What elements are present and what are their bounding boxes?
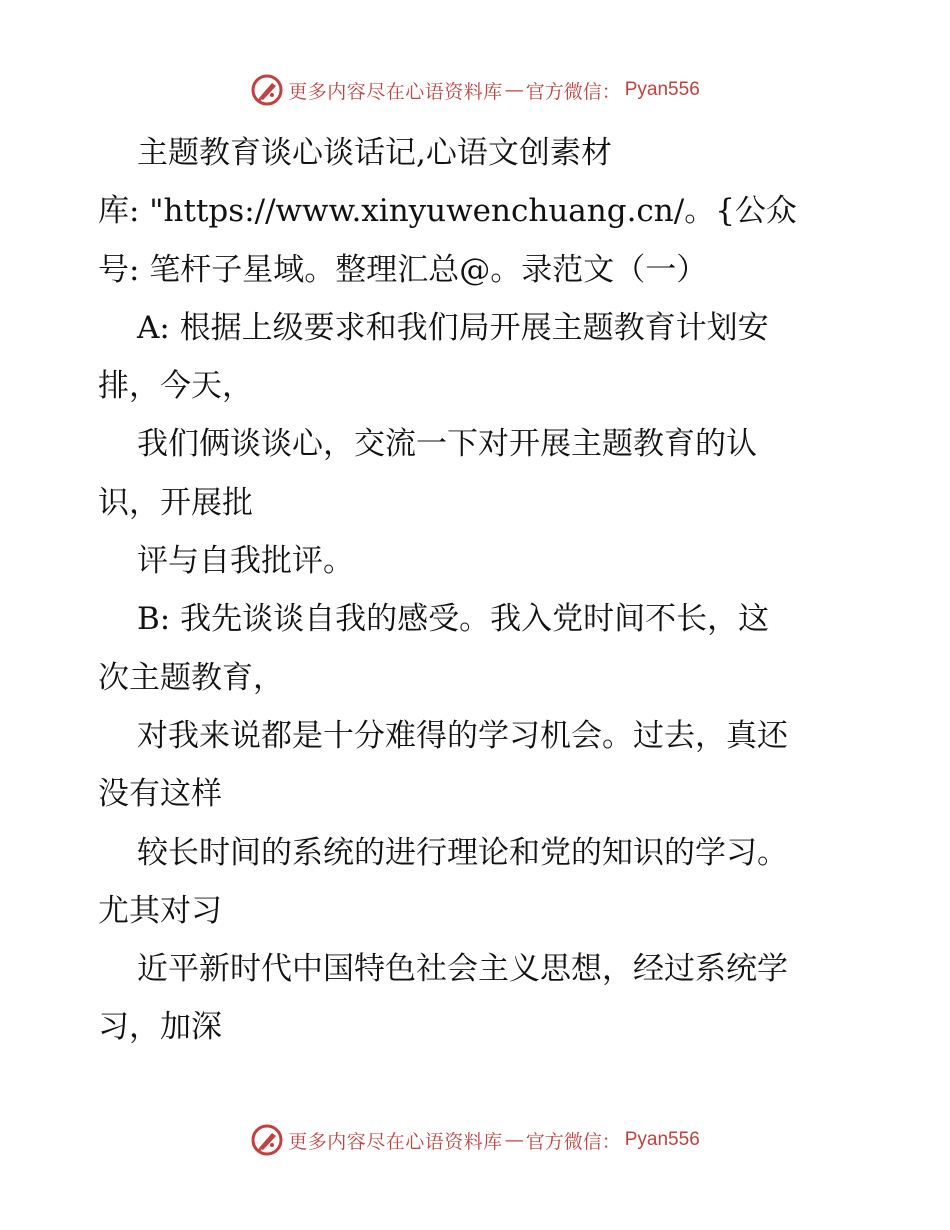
text-line: 号: 笔杆子星域。整理汇总@。录范文（一） bbox=[98, 251, 708, 288]
banner-wechat-label: 官方微信： bbox=[525, 1130, 621, 1153]
text-line: 主题教育谈心谈话记,心语文创素材 bbox=[137, 135, 612, 171]
text-line: 评与自我批评。 bbox=[137, 543, 354, 580]
banner-wechat-label: 官方微信： bbox=[525, 80, 621, 103]
text-line: 次主题教育， bbox=[98, 659, 284, 696]
banner-wechat-id: Pyan556 bbox=[624, 79, 700, 100]
header-banner bbox=[0, 70, 950, 110]
banner-dash: — bbox=[504, 79, 524, 101]
text-line: B: 我先谈谈自我的感受。我入党时间不长，这 bbox=[137, 601, 770, 638]
text-line: 尤其对习 bbox=[98, 892, 222, 929]
text-line: 近平新时代中国特色社会主义思想，经过系统学 bbox=[137, 951, 788, 988]
banner-dash: — bbox=[504, 1129, 524, 1151]
pen-logo-icon bbox=[250, 73, 284, 107]
text-line: 没有这样 bbox=[98, 776, 222, 813]
text-line: 识，开展批 bbox=[98, 484, 253, 521]
footer-banner bbox=[0, 1120, 950, 1160]
banner-slogan: 更多内容尽在心语资料库 bbox=[288, 1130, 503, 1153]
text-line: 我们俩谈谈心，交流一下对开展主题教育的认 bbox=[137, 426, 757, 463]
pen-logo-icon bbox=[250, 1123, 284, 1157]
text-line: 对我来说都是十分难得的学习机会。过去，真还 bbox=[137, 717, 788, 754]
text-line: A: 根据上级要求和我们局开展主题教育计划安 bbox=[137, 309, 769, 346]
text-line: 较长时间的系统的进行理论和党的知识的学习。 bbox=[137, 834, 788, 871]
document-body bbox=[98, 124, 858, 1057]
banner-slogan: 更多内容尽在心语资料库 bbox=[288, 80, 503, 103]
text-line: 库: "https://www.xinyuwenchuang.cn/。{公众 bbox=[98, 193, 797, 230]
text-line: 排，今天， bbox=[98, 368, 253, 405]
banner-wechat-id: Pyan556 bbox=[624, 1129, 700, 1150]
text-line: 习，加深 bbox=[98, 1009, 222, 1046]
